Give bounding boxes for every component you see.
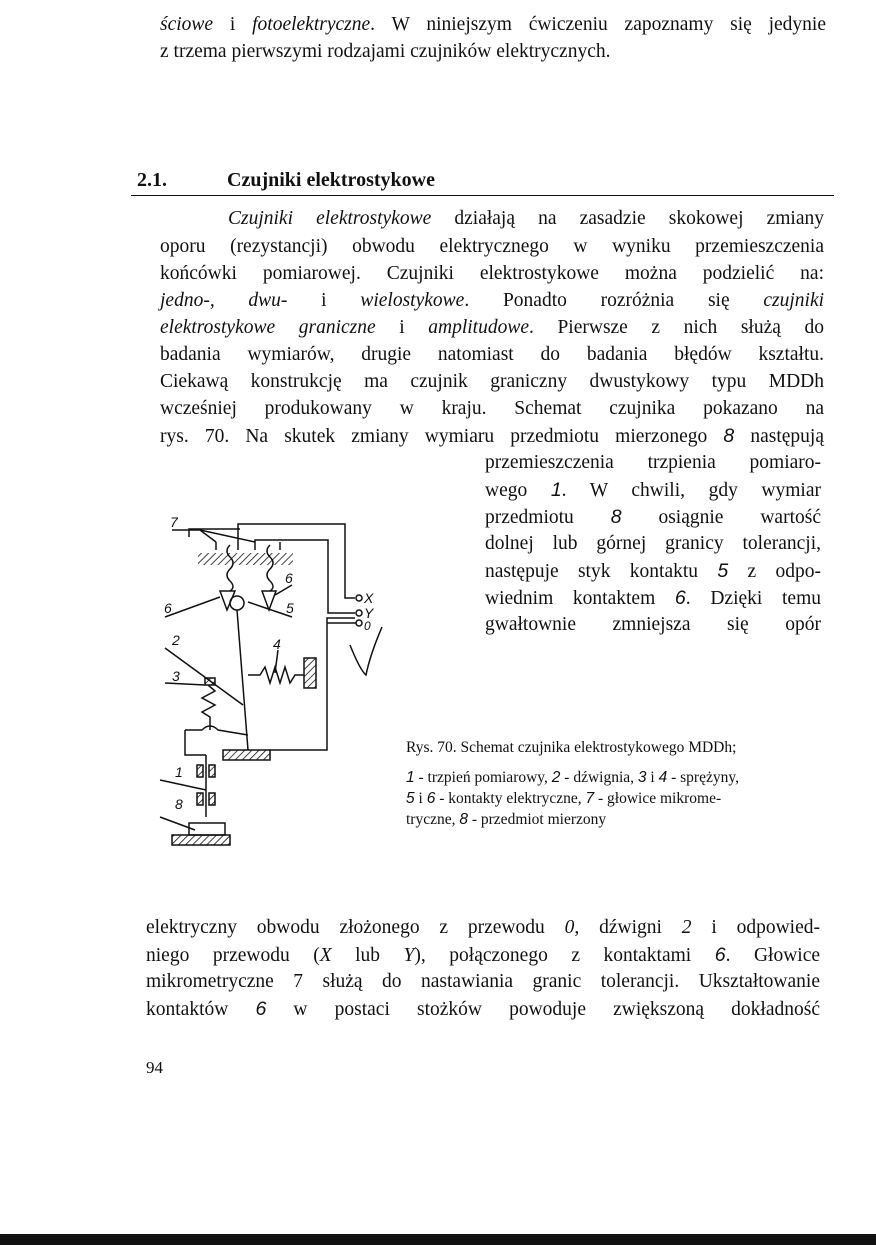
caption-line-2 <box>406 788 846 809</box>
text: wiednim kontaktem <box>485 588 675 609</box>
page-number: 94 <box>146 1058 163 1077</box>
caption-line-1 <box>406 767 846 788</box>
text: i <box>375 317 429 338</box>
para2-line-2 <box>146 943 820 968</box>
num: 3 <box>637 769 647 786</box>
label-2: 2 <box>172 632 180 648</box>
figure-ref-number: 6 <box>674 587 686 609</box>
num: 7 <box>585 790 595 807</box>
ref: Y <box>403 945 415 966</box>
num: 6 <box>426 790 436 807</box>
text: - przedmiot mierzony <box>467 811 607 828</box>
text: kontaktów <box>146 999 256 1020</box>
text: - sprężyny, <box>667 769 739 786</box>
text: - dźwignia, <box>560 769 638 786</box>
caption-title: Rys. 70. Schemat czujnika elektrostykowego MDDh; <box>406 739 737 756</box>
terminal-0: 0 <box>364 619 371 633</box>
para1-line-6: badania wymiarów, drugie natomiast do badania błędów kształtu. <box>160 344 824 365</box>
text: i <box>213 14 253 35</box>
text: rys. 70. Na skutek zmiany wymiaru przedmiotu mierzonego <box>160 426 724 447</box>
figure-caption <box>406 737 846 830</box>
text: niego przewodu ( <box>146 945 320 966</box>
text: - trzpień pomiarowy, <box>414 769 552 786</box>
para1-line-8: wcześniej produkowany w kraju. Schemat czujnika pokazano na <box>160 398 824 419</box>
label-1: 1 <box>175 764 183 780</box>
ref: X <box>319 945 332 966</box>
para1-line-2: oporu (rezystancji) obwodu elektrycznego w wyniku przemieszczenia <box>160 236 824 257</box>
text: wego <box>485 480 551 501</box>
figure-ref-number: 8 <box>610 506 622 528</box>
text: tryczne, <box>406 811 460 828</box>
rcol-line-6 <box>485 586 821 613</box>
text: . Ponadto rozróżnia się <box>464 290 764 311</box>
text-italic: fotoelektryczne <box>252 14 371 35</box>
text: . Dzięki temu <box>685 588 821 609</box>
scan-edge-bar <box>0 1234 876 1245</box>
text-italic: ściowe <box>160 14 214 35</box>
para1-line-5 <box>160 316 824 340</box>
text: następuje styk kontaktu <box>485 561 718 582</box>
text: - głowice mikrome- <box>594 790 722 807</box>
text: . W chwili, gdy wymiar <box>561 480 821 501</box>
intro-line-2: z trzema pierwszymi rodzajami czujników elektrycznych. <box>160 41 611 62</box>
num: 8 <box>459 811 468 828</box>
text: przedmiotu <box>485 507 611 528</box>
ref: 6 <box>255 998 267 1020</box>
label-5: 5 <box>286 600 294 616</box>
para2-line-4 <box>146 997 820 1022</box>
num: 2 <box>551 769 561 786</box>
section-title: Czujniki elektrostykowe <box>227 169 435 191</box>
label-6-right: 6 <box>285 570 293 586</box>
rcol-line-1: przemieszczenia trzpienia pomiaro- <box>485 452 821 473</box>
right-column-text <box>485 451 821 640</box>
para2-line-1 <box>146 916 820 940</box>
rcol-line-5 <box>485 559 821 586</box>
text: lub <box>331 945 404 966</box>
text-italic: czujniki <box>763 290 825 311</box>
para1-line-9 <box>160 424 824 449</box>
text: . Pierwsze z nich służą do <box>528 317 824 338</box>
rcol-line-3 <box>485 505 821 532</box>
label-7: 7 <box>170 514 178 530</box>
terminal-y: Y <box>364 605 374 621</box>
text: działają na zasadzie skokowej zmiany <box>431 208 824 229</box>
text: - kontakty elektryczne, <box>435 790 586 807</box>
sensor-schematic-diagram <box>150 505 390 855</box>
para1-line-3: końcówki pomiarowej. Czujniki elektrostykowe można podzielić na: <box>160 263 824 284</box>
text-italic: wielostykowe <box>360 290 465 311</box>
figure-ref-number: 8 <box>723 425 735 447</box>
text: z odpo- <box>728 561 821 582</box>
text: elektryczny obwodu złożonego z przewodu <box>146 917 565 938</box>
label-8: 8 <box>175 796 183 812</box>
num: 1 <box>406 769 415 786</box>
intro-line-1 <box>160 13 826 37</box>
text: . Głowice <box>725 945 820 966</box>
text-italic: jedno-, dwu- <box>160 290 288 311</box>
text: . W niniejszym ćwiczeniu zapoznamy się jedynie <box>370 14 826 35</box>
section-heading <box>131 165 834 196</box>
text: i <box>646 769 659 786</box>
rcol-line-7: gwałtownie zmniejsza się opór <box>485 614 821 635</box>
caption-legend <box>406 767 846 830</box>
num: 5 <box>406 790 415 807</box>
figure-ref-number: 1 <box>550 479 562 501</box>
para1-line-1 <box>228 207 824 231</box>
text: i <box>414 790 427 807</box>
text-italic: amplitudowe <box>428 317 529 338</box>
text-italic: elektrostykowe graniczne <box>160 317 376 338</box>
ref: 6 <box>714 944 726 966</box>
text: , dźwigni <box>574 917 682 938</box>
para1-line-7: Ciekawą konstrukcję ma czujnik graniczny dwustykowy typu MDDh <box>160 371 824 392</box>
text: osiągnie wartość <box>621 507 821 528</box>
rcol-line-4: dolnej lub górnej granicy tolerancji, <box>485 533 821 554</box>
terminal-x: X <box>364 590 374 606</box>
text: i odpowied- <box>691 917 820 938</box>
section-number: 2.1. <box>137 169 167 191</box>
text: w postaci stożków powoduje zwiększoną dokładność <box>266 999 820 1020</box>
ref: 2 <box>681 917 692 938</box>
text: i <box>287 290 361 311</box>
para1-line-4 <box>160 289 824 313</box>
text-italic: Czujniki elektrostykowe <box>228 208 432 229</box>
rcol-line-2 <box>485 478 821 505</box>
text: następują <box>734 426 825 447</box>
num: 4 <box>658 769 668 786</box>
text: ), połączonego z kontaktami <box>414 945 715 966</box>
figure-ref-number: 5 <box>717 560 729 582</box>
label-4: 4 <box>273 636 281 652</box>
para2-line-3: mikrometryczne 7 służą do nastawiania granic tolerancji. Ukształtowanie <box>146 971 820 992</box>
caption-line-3 <box>406 809 846 830</box>
ref: 0 <box>564 917 575 938</box>
label-3: 3 <box>172 668 180 684</box>
label-6-left: 6 <box>164 600 172 616</box>
